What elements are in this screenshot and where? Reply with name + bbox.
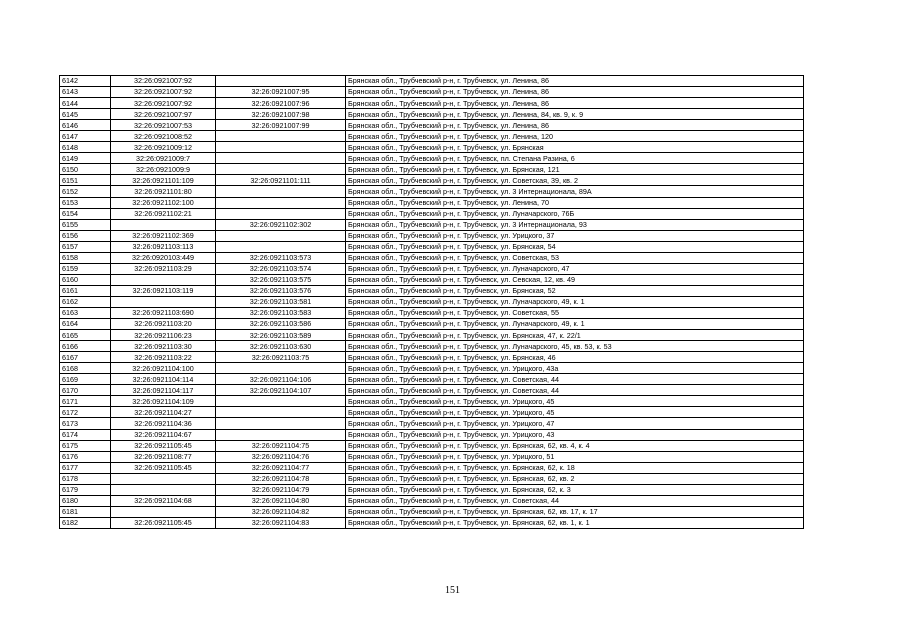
row-number-cell: 6175 <box>60 440 111 451</box>
address-cell: Брянская обл., Трубчевский р-н, г. Трубчевск, ул. Брянская, 62, кв. 1, к. 1 <box>346 517 804 528</box>
address-cell: Брянская обл., Трубчевский р-н, г. Трубчевск, ул. Брянская, 46 <box>346 352 804 363</box>
object-number-cell: 32:26:0921103:581 <box>216 296 346 307</box>
table-row <box>60 517 804 528</box>
table-row <box>60 87 804 98</box>
table-row <box>60 263 804 274</box>
row-number-cell: 6156 <box>60 230 111 241</box>
table-row <box>60 175 804 186</box>
row-number-cell: 6144 <box>60 98 111 109</box>
row-number-cell: 6180 <box>60 495 111 506</box>
row-number-cell: 6168 <box>60 363 111 374</box>
table-row <box>60 98 804 109</box>
address-cell: Брянская обл., Трубчевский р-н, г. Трубчевск, ул. Севская, 12, кв. 49 <box>346 274 804 285</box>
table-body <box>60 76 804 529</box>
row-number-cell: 6158 <box>60 252 111 263</box>
object-number-cell: 32:26:0921103:574 <box>216 263 346 274</box>
table-row <box>60 418 804 429</box>
address-cell: Брянская обл., Трубчевский р-н, г. Трубчевск, ул. Луначарского, 49, к. 1 <box>346 296 804 307</box>
address-cell: Брянская обл., Трубчевский р-н, г. Трубчевск, ул. Брянская, 62, кв. 17, к. 17 <box>346 506 804 517</box>
address-cell: Брянская обл., Трубчевский р-н, г. Трубчевск, ул. Брянская, 62, к. 3 <box>346 484 804 495</box>
cadastral-number-cell: 32:26:0921009:12 <box>111 142 216 153</box>
cadastral-number-cell: 32:26:0921104:27 <box>111 407 216 418</box>
object-number-cell: 32:26:0921104:106 <box>216 374 346 385</box>
address-cell: Брянская обл., Трубчевский р-н, г. Трубчевск, ул. Ленина, 84, кв. 9, к. 9 <box>346 109 804 120</box>
object-number-cell: 32:26:0921104:79 <box>216 484 346 495</box>
address-cell: Брянская обл., Трубчевский р-н, г. Трубчевск, ул. Урицкого, 45 <box>346 396 804 407</box>
address-cell: Брянская обл., Трубчевский р-н, г. Трубчевск, ул. Ленина, 70 <box>346 197 804 208</box>
cadastral-number-cell: 32:26:0921103:29 <box>111 263 216 274</box>
row-number-cell: 6177 <box>60 462 111 473</box>
table-row <box>60 484 804 495</box>
table-row <box>60 341 804 352</box>
cadastral-number-cell: 32:26:0921103:119 <box>111 285 216 296</box>
object-number-cell: 32:26:0921103:575 <box>216 274 346 285</box>
table-row <box>60 407 804 418</box>
address-cell: Брянская обл., Трубчевский р-н, г. Трубчевск, ул. Брянская, 47, к. 22/1 <box>346 330 804 341</box>
row-number-cell: 6154 <box>60 208 111 219</box>
cadastral-number-cell: 32:26:0921104:68 <box>111 495 216 506</box>
table-row <box>60 396 804 407</box>
table-row <box>60 186 804 197</box>
address-cell: Брянская обл., Трубчевский р-н, г. Трубчевск, ул. 3 Интернационала, 89А <box>346 186 804 197</box>
row-number-cell: 6160 <box>60 274 111 285</box>
cadastral-number-cell: 32:26:0921105:45 <box>111 440 216 451</box>
table-row <box>60 374 804 385</box>
row-number-cell: 6150 <box>60 164 111 175</box>
object-number-cell <box>216 396 346 407</box>
row-number-cell: 6174 <box>60 429 111 440</box>
row-number-cell: 6178 <box>60 473 111 484</box>
row-number-cell: 6146 <box>60 120 111 131</box>
table-row <box>60 451 804 462</box>
cadastral-number-cell: 32:26:0921007:97 <box>111 109 216 120</box>
address-cell: Брянская обл., Трубчевский р-н, г. Трубчевск, ул. Брянская, 121 <box>346 164 804 175</box>
table-row <box>60 296 804 307</box>
object-number-cell: 32:26:0921103:589 <box>216 330 346 341</box>
object-number-cell: 32:26:0921103:576 <box>216 285 346 296</box>
address-cell: Брянская обл., Трубчевский р-н, г. Трубчевск, ул. Советская, 53 <box>346 252 804 263</box>
object-number-cell <box>216 142 346 153</box>
row-number-cell: 6167 <box>60 352 111 363</box>
object-number-cell: 32:26:0921104:107 <box>216 385 346 396</box>
object-number-cell: 32:26:0921103:583 <box>216 307 346 318</box>
object-number-cell: 32:26:0921103:573 <box>216 252 346 263</box>
row-number-cell: 6148 <box>60 142 111 153</box>
table-row <box>60 307 804 318</box>
page-number: 151 <box>445 585 460 596</box>
address-cell: Брянская обл., Трубчевский р-н, г. Трубчевск, ул. Ленина, 86 <box>346 76 804 87</box>
row-number-cell: 6163 <box>60 307 111 318</box>
address-cell: Брянская обл., Трубчевский р-н, г. Трубчевск, ул. Брянская, 54 <box>346 241 804 252</box>
object-number-cell <box>216 197 346 208</box>
row-number-cell: 6170 <box>60 385 111 396</box>
cadastral-number-cell: 32:26:0921101:80 <box>111 186 216 197</box>
table-row <box>60 440 804 451</box>
object-number-cell: 32:26:0921104:78 <box>216 473 346 484</box>
object-number-cell: 32:26:0921104:82 <box>216 506 346 517</box>
object-number-cell <box>216 418 346 429</box>
address-cell: Брянская обл., Трубчевский р-н, г. Трубчевск, ул. Ленина, 120 <box>346 131 804 142</box>
table-row <box>60 274 804 285</box>
cadastral-number-cell: 32:26:0921103:20 <box>111 319 216 330</box>
object-number-cell <box>216 164 346 175</box>
address-cell: Брянская обл., Трубчевский р-н, г. Трубчевск, ул. Луначарского, 76Б <box>346 208 804 219</box>
table-row <box>60 76 804 87</box>
address-cell: Брянская обл., Трубчевский р-н, г. Трубчевск, ул. Брянская, 62, кв. 4, к. 4 <box>346 440 804 451</box>
cadastral-number-cell <box>111 473 216 484</box>
cadastral-number-cell: 32:26:0921102:21 <box>111 208 216 219</box>
table-row <box>60 330 804 341</box>
cadastral-number-cell <box>111 296 216 307</box>
row-number-cell: 6171 <box>60 396 111 407</box>
row-number-cell: 6143 <box>60 87 111 98</box>
table-row <box>60 142 804 153</box>
address-cell: Брянская обл., Трубчевский р-н, г. Трубчевск, ул. Урицкого, 37 <box>346 230 804 241</box>
cadastral-number-cell: 32:26:0920103:449 <box>111 252 216 263</box>
object-number-cell: 32:26:0921007:99 <box>216 120 346 131</box>
row-number-cell: 6173 <box>60 418 111 429</box>
table-row <box>60 363 804 374</box>
table-row <box>60 285 804 296</box>
object-number-cell <box>216 208 346 219</box>
table-row <box>60 197 804 208</box>
address-cell: Брянская обл., Трубчевский р-н, г. Трубчевск, ул. Брянская <box>346 142 804 153</box>
address-cell: Брянская обл., Трубчевский р-н, г. Трубчевск, ул. Советская, 44 <box>346 495 804 506</box>
row-number-cell: 6169 <box>60 374 111 385</box>
object-number-cell <box>216 429 346 440</box>
address-cell: Брянская обл., Трубчевский р-н, г. Трубчевск, ул. Советская, 44 <box>346 374 804 385</box>
table-row <box>60 120 804 131</box>
object-number-cell: 32:26:0921104:77 <box>216 462 346 473</box>
cadastral-number-cell <box>111 274 216 285</box>
row-number-cell: 6145 <box>60 109 111 120</box>
cadastral-number-cell: 32:26:0921104:117 <box>111 385 216 396</box>
row-number-cell: 6161 <box>60 285 111 296</box>
object-number-cell <box>216 230 346 241</box>
object-number-cell: 32:26:0921103:630 <box>216 341 346 352</box>
cadastral-number-cell: 32:26:0921007:53 <box>111 120 216 131</box>
cadastral-number-cell: 32:26:0921103:113 <box>111 241 216 252</box>
table-row <box>60 219 804 230</box>
table-row <box>60 506 804 517</box>
row-number-cell: 6179 <box>60 484 111 495</box>
cadastral-number-cell: 32:26:0921007:92 <box>111 76 216 87</box>
cadastral-number-cell: 32:26:0921102:100 <box>111 197 216 208</box>
address-cell: Брянская обл., Трубчевский р-н, г. Трубчевск, ул. Урицкого, 47 <box>346 418 804 429</box>
row-number-cell: 6165 <box>60 330 111 341</box>
address-cell: Брянская обл., Трубчевский р-н, г. Трубчевск, ул. Брянская, 62, к. 18 <box>346 462 804 473</box>
table-row <box>60 109 804 120</box>
address-cell: Брянская обл., Трубчевский р-н, г. Трубчевск, ул. Советская, 44 <box>346 385 804 396</box>
table-row <box>60 473 804 484</box>
table-row <box>60 208 804 219</box>
object-number-cell: 32:26:0921007:95 <box>216 87 346 98</box>
address-cell: Брянская обл., Трубчевский р-н, г. Трубчевск, ул. Ленина, 86 <box>346 120 804 131</box>
cadastral-number-cell: 32:26:0921102:369 <box>111 230 216 241</box>
address-cell: Брянская обл., Трубчевский р-н, г. Трубчевск, ул. Ленина, 86 <box>346 87 804 98</box>
cadastral-number-cell: 32:26:0921101:109 <box>111 175 216 186</box>
cadastral-number-cell: 32:26:0921105:45 <box>111 517 216 528</box>
cadastral-number-cell: 32:26:0921103:22 <box>111 352 216 363</box>
cadastral-number-cell: 32:26:0921104:67 <box>111 429 216 440</box>
object-number-cell: 32:26:0921103:75 <box>216 352 346 363</box>
row-number-cell: 6164 <box>60 319 111 330</box>
object-number-cell <box>216 131 346 142</box>
table-row <box>60 241 804 252</box>
address-cell: Брянская обл., Трубчевский р-н, г. Трубчевск, ул. Урицкого, 43 <box>346 429 804 440</box>
cadastral-number-cell <box>111 506 216 517</box>
address-cell: Брянская обл., Трубчевский р-н, г. Трубчевск, ул. Урицкого, 51 <box>346 451 804 462</box>
row-number-cell: 6153 <box>60 197 111 208</box>
object-number-cell: 32:26:0921104:75 <box>216 440 346 451</box>
cadastral-number-cell: 32:26:0921105:45 <box>111 462 216 473</box>
object-number-cell: 32:26:0921102:302 <box>216 219 346 230</box>
table-row <box>60 153 804 164</box>
table-row <box>60 319 804 330</box>
table-row <box>60 462 804 473</box>
cadastral-number-cell: 32:26:0921103:690 <box>111 307 216 318</box>
address-cell: Брянская обл., Трубчевский р-н, г. Трубчевск, ул. Луначарского, 45, кв. 53, к. 53 <box>346 341 804 352</box>
table-row <box>60 429 804 440</box>
row-number-cell: 6155 <box>60 219 111 230</box>
object-number-cell <box>216 241 346 252</box>
row-number-cell: 6182 <box>60 517 111 528</box>
address-cell: Брянская обл., Трубчевский р-н, г. Трубчевск, ул. Ленина, 86 <box>346 98 804 109</box>
row-number-cell: 6176 <box>60 451 111 462</box>
table-row <box>60 352 804 363</box>
cadastral-number-cell: 32:26:0921008:52 <box>111 131 216 142</box>
table-row <box>60 230 804 241</box>
object-number-cell: 32:26:0921007:98 <box>216 109 346 120</box>
cadastral-number-cell: 32:26:0921007:92 <box>111 87 216 98</box>
address-cell: Брянская обл., Трубчевский р-н, г. Трубчевск, ул. Советская, 55 <box>346 307 804 318</box>
object-number-cell: 32:26:0921104:80 <box>216 495 346 506</box>
object-number-cell <box>216 76 346 87</box>
address-cell: Брянская обл., Трубчевский р-н, г. Трубчевск, ул. Брянская, 52 <box>346 285 804 296</box>
row-number-cell: 6162 <box>60 296 111 307</box>
address-cell: Брянская обл., Трубчевский р-н, г. Трубчевск, ул. Луначарского, 49, к. 1 <box>346 319 804 330</box>
cadastral-number-cell: 32:26:0921009:7 <box>111 153 216 164</box>
cadastral-number-cell: 32:26:0921108:77 <box>111 451 216 462</box>
cadastral-number-cell: 32:26:0921104:100 <box>111 363 216 374</box>
object-number-cell <box>216 363 346 374</box>
cadastral-registry-table <box>59 75 804 529</box>
row-number-cell: 6166 <box>60 341 111 352</box>
object-number-cell: 32:26:0921104:76 <box>216 451 346 462</box>
row-number-cell: 6151 <box>60 175 111 186</box>
table-row <box>60 495 804 506</box>
object-number-cell: 32:26:0921103:586 <box>216 319 346 330</box>
cadastral-number-cell: 32:26:0921103:30 <box>111 341 216 352</box>
address-cell: Брянская обл., Трубчевский р-н, г. Трубчевск, ул. Урицкого, 43а <box>346 363 804 374</box>
object-number-cell: 32:26:0921104:83 <box>216 517 346 528</box>
row-number-cell: 6157 <box>60 241 111 252</box>
cadastral-number-cell: 32:26:0921106:23 <box>111 330 216 341</box>
cadastral-number-cell: 32:26:0921007:92 <box>111 98 216 109</box>
address-cell: Брянская обл., Трубчевский р-н, г. Трубчевск, ул. Урицкого, 45 <box>346 407 804 418</box>
object-number-cell: 32:26:0921101:111 <box>216 175 346 186</box>
table-row <box>60 164 804 175</box>
cadastral-number-cell: 32:26:0921104:109 <box>111 396 216 407</box>
address-cell: Брянская обл., Трубчевский р-н, г. Трубчевск, ул. Луначарского, 47 <box>346 263 804 274</box>
table-row <box>60 252 804 263</box>
row-number-cell: 6149 <box>60 153 111 164</box>
row-number-cell: 6181 <box>60 506 111 517</box>
cadastral-number-cell <box>111 484 216 495</box>
cadastral-number-cell: 32:26:0921104:36 <box>111 418 216 429</box>
row-number-cell: 6152 <box>60 186 111 197</box>
address-cell: Брянская обл., Трубчевский р-н, г. Трубчевск, ул. Советская, 39, кв. 2 <box>346 175 804 186</box>
row-number-cell: 6147 <box>60 131 111 142</box>
row-number-cell: 6172 <box>60 407 111 418</box>
row-number-cell: 6159 <box>60 263 111 274</box>
object-number-cell <box>216 407 346 418</box>
cadastral-number-cell <box>111 219 216 230</box>
cadastral-number-cell: 32:26:0921009:9 <box>111 164 216 175</box>
object-number-cell <box>216 153 346 164</box>
table-row <box>60 385 804 396</box>
address-cell: Брянская обл., Трубчевский р-н, г. Трубчевск, ул. Брянская, 62, кв. 2 <box>346 473 804 484</box>
object-number-cell: 32:26:0921007:96 <box>216 98 346 109</box>
address-cell: Брянская обл., Трубчевский р-н, г. Трубчевск, пл. Степана Разина, 6 <box>346 153 804 164</box>
table-row <box>60 131 804 142</box>
row-number-cell: 6142 <box>60 76 111 87</box>
address-cell: Брянская обл., Трубчевский р-н, г. Трубчевск, ул. 3 Интернационала, 93 <box>346 219 804 230</box>
object-number-cell <box>216 186 346 197</box>
cadastral-number-cell: 32:26:0921104:114 <box>111 374 216 385</box>
